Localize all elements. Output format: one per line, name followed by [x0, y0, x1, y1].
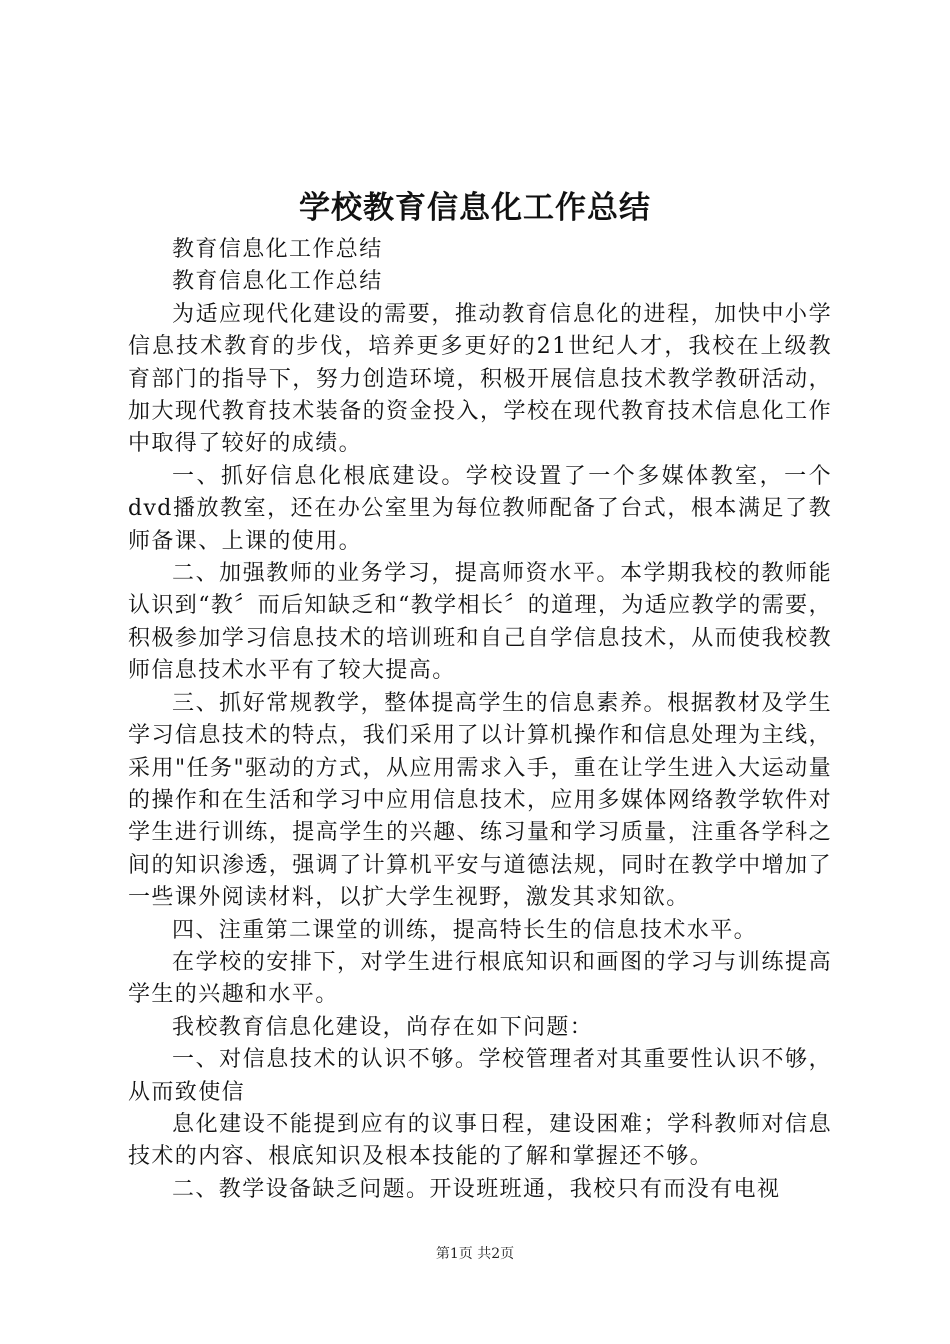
paragraph: 三、抓好常规教学，整体提高学生的信息素养。根据教材及学生学习信息技术的特点，我们采用了以计算机操作和信息处理为主线，采用"任务"驱动的方式，从应用需求入手，重在让学生进入大运动量的操作和在生活和学习中应用信息技术，应用多媒体网络教学软件对学生进行训练，提高学生的兴趣、练习量和学习质量，注重各学科之间的知识渗透，强调了计算机平安与道德法规，同时在教学中增加了一些课外阅读材料，以扩大学生视野，激发其求知欲。 [128, 690, 832, 911]
paragraph: 二、教学设备缺乏问题。开设班班通，我校只有而没有电视 [172, 1176, 781, 1202]
document-body [128, 234, 832, 1206]
paragraph: 教育信息化工作总结 [172, 269, 383, 295]
paragraph: 在学校的安排下，对学生进行根底知识和画图的学习与训练提高学生的兴趣和水平。 [128, 949, 832, 1008]
paragraph: 为适应现代化建设的需要，推动教育信息化的进程，加快中小学信息技术教育的步伐，培养更多更好的21世纪人才，我校在上级教育部门的指导下，努力创造环境，积极开展信息技术教学教研活动，加大现代教育技术装备的资金投入，学校在现代教育技术信息化工作中取得了较好的成绩。 [128, 301, 832, 457]
paragraph: 一、对信息技术的认识不够。学校管理者对其重要性认识不够，从而致使信 [128, 1047, 832, 1105]
page-footer: 第1页 共2页 [435, 1246, 515, 1262]
paragraph: 息化建设不能提到应有的议事日程，建设困难；学科教师对信息技术的内容、根底知识及根本技能的了解和掌握还不够。 [128, 1111, 832, 1170]
document-title: 学校教育信息化工作总结 [299, 190, 651, 226]
paragraph: 一、抓好信息化根底建设。学校设置了一个多媒体教室，一个dvd播放教室，还在办公室里为每位教师配备了台式，根本满足了教师备课、上课的使用。 [128, 463, 832, 554]
paragraph: 教育信息化工作总结 [172, 237, 383, 262]
paragraph: 二、加强教师的业务学习，提高师资水平。本学期我校的教师能认识到“教〞而后知缺乏和“教学相长〞的道理，为适应教学的需要，积极参加学习信息技术的培训班和自己自学信息技术，从而使我校教师信息技术水平有了较大提高。 [128, 561, 832, 684]
paragraph: 四、注重第二课堂的训练，提高特长生的信息技术水平。 [172, 917, 758, 943]
paragraph: 我校教育信息化建设，尚存在如下问题： [172, 1014, 594, 1040]
